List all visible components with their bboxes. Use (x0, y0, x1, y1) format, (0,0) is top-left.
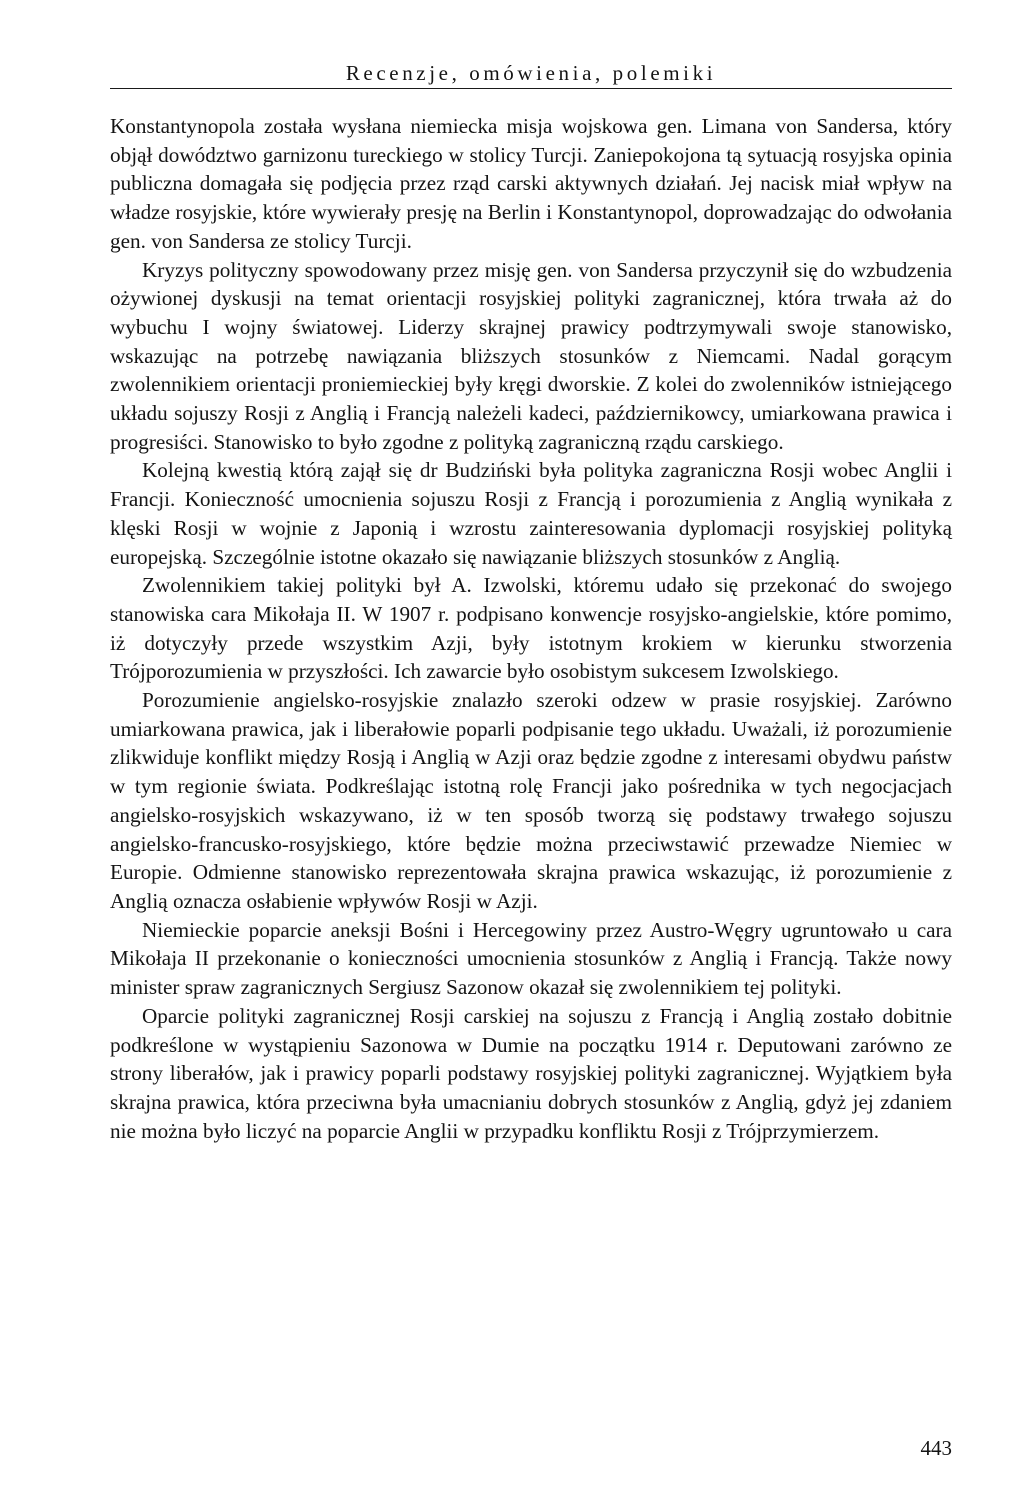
header-rule (110, 88, 952, 89)
paragraph-5: Porozumienie angielsko-rosyjskie znalazło szeroki odzew w prasie rosyjskiej. Zarówno umiarkowana prawica, jak i liberałowie poparli podpisanie tego układu. Uważali, iż porozumienie zlikwiduje konflikt między Rosją i Anglią w Azji oraz będzie zgodne z interesami obydwu państw w tym regionie świata. Podkreślając istotną rolę Francji jako pośrednika w tych negocjacjach angielsko-rosyjskich wskazywano, iż w ten sposób tworzą się podstawy trwałego sojuszu angielsko-francusko-rosyjskiego, które będzie można przeciwstawić przewadze Niemiec w Europie. Odmienne stanowisko reprezentowała skrajna prawica wskazując, iż porozumienie z Anglią oznacza osłabienie wpływów Rosji w Azji. (110, 688, 952, 913)
paragraph-2: Kryzys polityczny spowodowany przez misję gen. von Sandersa przyczynił się do wzbudzenia ożywionej dyskusji na temat orientacji rosyjskiej polityki zagranicznej, która trwała aż do wybuchu I wojny światowej. Liderzy skrajnej prawicy podtrzymywali swoje stanowisko, wskazując na potrzebę nawiązania bliższych stosunków z Niemcami. Nadal gorącym zwolennikiem orientacji proniemieckiej były kręgi dworskie. Z kolei do zwolenników istniejącego układu sojuszy Rosji z Anglią i Francją należeli kadeci, październikowcy, umiarkowana prawica i progresiści. Stanowisko to było zgodne z polityką zagraniczną rządu carskiego. (110, 257, 952, 454)
document-page (110, 0, 952, 1487)
paragraph-1: Konstantynopola została wysłana niemiecka misja wojskowa gen. Limana von Sandersa, który objął dowództwo garnizonu tureckiego w stolicy Turcji. Zaniepokojona tą sytuacją rosyjska opinia publiczna domagała się podjęcia przez rząd carski aktywnych działań. Jej nacisk miał wpływ na władze rosyjskie, które wywierały presję na Berlin i Konstantynopol, doprowadzając do odwołania gen. von Sandersa ze stolicy Turcji. (110, 114, 952, 253)
running-header: Recenzje, omówienia, polemiki (345, 61, 717, 85)
paragraph-4: Zwolennikiem takiej polityki był A. Izwolski, któremu udało się przekonać do swojego stanowiska cara Mikołaja II. W 1907 r. podpisano konwencje rosyjsko-angielskie, które pomimo, iż dotyczyły przede wszystkim Azji, były istotnym krokiem w kierunku stworzenia Trójporozumienia w przyszłości. Ich zawarcie było osobistym sukcesem Izwolskiego. (110, 573, 952, 684)
paragraph-6: Niemieckie poparcie aneksji Bośni i Hercegowiny przez Austro-Węgry ugruntowało u cara Mikołaja II przekonanie o konieczności umocnienia stosunków z Anglią i Francją. Także nowy minister spraw zagranicznych Sergiusz Sazonow okazał się zwolennikiem tej polityki. (110, 917, 952, 1000)
page-number: 443 (920, 1436, 952, 1460)
paragraph-7: Oparcie polityki zagranicznej Rosji carskiej na sojuszu z Francją i Anglią zostało dobitnie podkreślone w wystąpieniu Sazonowa w Dumie na początku 1914 r. Deputowani zarówno ze strony liberałów, jak i prawicy poparli podstawy rosyjskiej polityki zagranicznej. Wyjątkiem była skrajna prawica, która przeciwna była umacnianiu dobrych stosunków z Anglią, gdyż jej zdaniem nie można było liczyć na poparcie Anglii w przypadku konfliktu Rosji z Trójprzymierzem. (110, 1003, 952, 1143)
body-text (110, 112, 952, 1145)
paragraph-3: Kolejną kwestią którą zajął się dr Budziński była polityka zagraniczna Rosji wobec Anglii i Francji. Konieczność umocnienia sojuszu Rosji z Francją i porozumienia z Anglią wynikała z klęski Rosji w wojnie z Japonią i wzrostu zainteresowania dyplomacji rosyjskiej polityką europejską. Szczególnie istotne okazało się nawiązanie bliższych stosunków z Anglią. (110, 458, 952, 569)
